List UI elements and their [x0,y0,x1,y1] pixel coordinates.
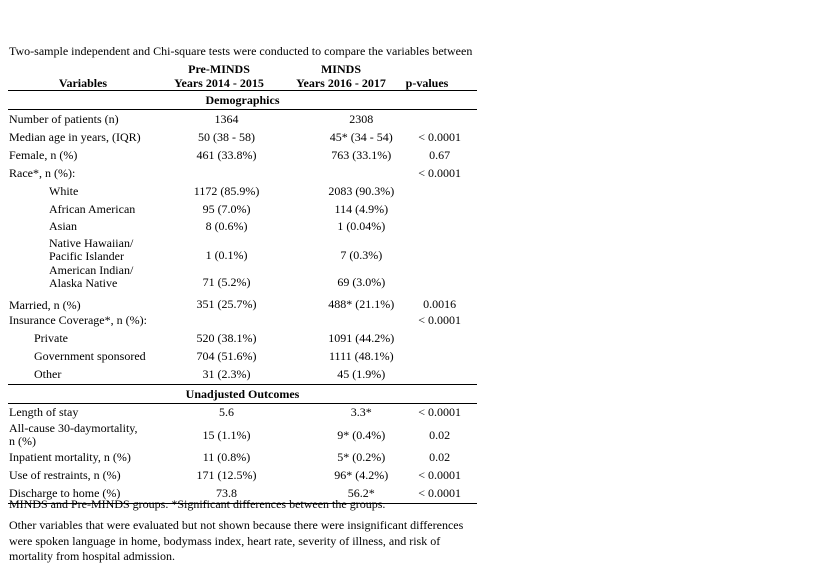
table-row [8,330,477,348]
header-minds-title: MINDS [320,62,361,76]
table-header [8,61,477,91]
row-variable: Asian [49,219,77,234]
table-row [8,366,477,385]
table-footnote: MINDS and Pre-MINDS groups. *Significant differences between the groups. [9,497,386,511]
row-pvalue: < 0.0001 [418,313,461,327]
row-pre-minds: 1172 (85.9%) [193,183,260,198]
row-pre-minds: 351 (25.7%) [196,296,257,311]
row-variable: African American [49,201,136,216]
row-pre-minds: 11 (0.8%) [202,450,251,464]
row-variable: Other [34,367,62,381]
header-pre-minds-title: Pre-MINDS [188,62,250,76]
row-minds: 7 (0.3%) [340,247,383,262]
header-pre-minds [158,62,280,90]
table-row [8,290,477,312]
row-pvalue: 0.0016 [423,296,457,311]
row-variable: Government sponsored [34,349,146,363]
row-variable: Number of patients (n) [9,111,119,126]
row-minds: 5* (0.2%) [337,450,386,464]
table-row [8,467,477,485]
row-pre-minds: 31 (2.3%) [202,367,251,381]
table-row [8,200,477,218]
row-minds: 3.3* [350,405,372,419]
row-minds: 2308 [349,111,374,126]
row-minds: 45* (34 - 54) [329,129,393,144]
header-pvalues: p-values [405,76,449,90]
table-row [8,128,477,146]
row-pvalue: < 0.0001 [418,405,461,419]
row-variable: Race*, n (%): [9,165,76,180]
row-variable [8,264,159,290]
row-variable: Private [34,331,68,345]
section-demographics: Demographics [8,91,477,110]
row-pvalue: 0.67 [429,147,451,162]
row-pvalue: 0.02 [429,427,451,442]
row-minds: 96* (4.2%) [334,468,389,482]
row-pvalue: < 0.0001 [418,165,461,180]
table-caption: Two-sample independent and Chi-square tests were conducted to compare the variables between [9,44,473,58]
table-row [8,182,477,200]
row-minds: 2083 (90.3%) [328,183,395,198]
table-row [8,404,477,422]
row-variable-line2: n (%) [9,434,36,448]
row-minds: 1 (0.04%) [337,219,386,234]
row-pvalue: < 0.0001 [418,486,461,500]
row-pre-minds: 171 (12.5%) [196,468,257,482]
row-pvalue: 0.02 [429,450,451,464]
header-minds-years: Years 2016 - 2017 [296,76,386,90]
row-pre-minds: 5.6 [219,405,234,419]
row-variable [8,237,159,263]
row-pre-minds: 71 (5.2%) [202,274,251,289]
row-minds: 114 (4.9%) [334,201,389,216]
row-pre-minds: 95 (7.0%) [202,201,251,216]
row-pre-minds: 704 (51.6%) [196,349,257,363]
row-pre-minds: 8 (0.6%) [205,219,248,234]
row-variable-line2: Pacific Islander [49,248,124,263]
row-minds: 1111 (48.1%) [328,349,394,363]
row-variable: Discharge to home (%) [9,486,121,500]
comparison-table [8,61,477,504]
row-variable: Use of restraints, n (%) [9,468,121,482]
row-minds: 488* (21.1%) [328,296,395,311]
row-variable-line2: Alaska Native [49,275,118,290]
row-variable [8,422,159,448]
row-pre-minds: 73.8 [216,486,237,500]
row-minds: 69 (3.0%) [337,274,386,289]
row-minds: 763 (33.1%) [331,147,392,162]
row-pre-minds: 15 (1.1%) [202,427,251,442]
row-pvalue: < 0.0001 [418,468,461,482]
table-row [8,110,477,128]
row-variable-line1: All-cause 30-daymortality, [9,421,138,435]
table-row [8,449,477,467]
row-variable-line1: American Indian/ [49,262,134,277]
table-row [8,263,477,290]
row-minds: 1091 (44.2%) [328,331,395,345]
row-pre-minds: 461 (33.8%) [196,147,257,162]
row-pre-minds: 50 (38 - 58) [198,129,255,144]
row-pre-minds: 1364 [214,111,239,126]
header-variables: Variables [58,76,108,90]
row-variable: White [49,183,79,198]
table-row [8,348,477,366]
row-pvalue: < 0.0001 [418,129,461,144]
row-variable: Median age in years, (IQR) [9,129,141,144]
table-row [8,146,477,164]
row-variable: Inpatient mortality, n (%) [9,450,131,464]
table-row [8,218,477,236]
row-variable: Married, n (%) [9,297,81,312]
table-row [8,236,477,263]
row-pre-minds: 1 (0.1%) [205,247,248,262]
row-pre-minds: 520 (38.1%) [196,331,257,345]
row-variable: Length of stay [9,405,79,419]
table-row [8,164,477,182]
row-variable-line1: Native Hawaiian/ [49,235,134,250]
row-variable: Female, n (%) [9,147,78,162]
row-variable: Insurance Coverage*, n (%): [9,313,147,327]
table-row [8,312,477,330]
additional-note: Other variables that were evaluated but not shown because there were insignificant differences were spoken language in home, bodymass index, heart rate, severity of illness, and risk of mortality from hospital admission. [9,518,464,563]
header-pre-minds-years: Years 2014 - 2015 [174,76,264,90]
table-row [8,422,477,449]
row-minds: 45 (1.9%) [337,367,386,381]
section-unadjusted-outcomes: Unadjusted Outcomes [8,385,477,404]
row-minds: 9* (0.4%) [337,427,386,442]
row-minds: 56.2* [347,486,375,500]
